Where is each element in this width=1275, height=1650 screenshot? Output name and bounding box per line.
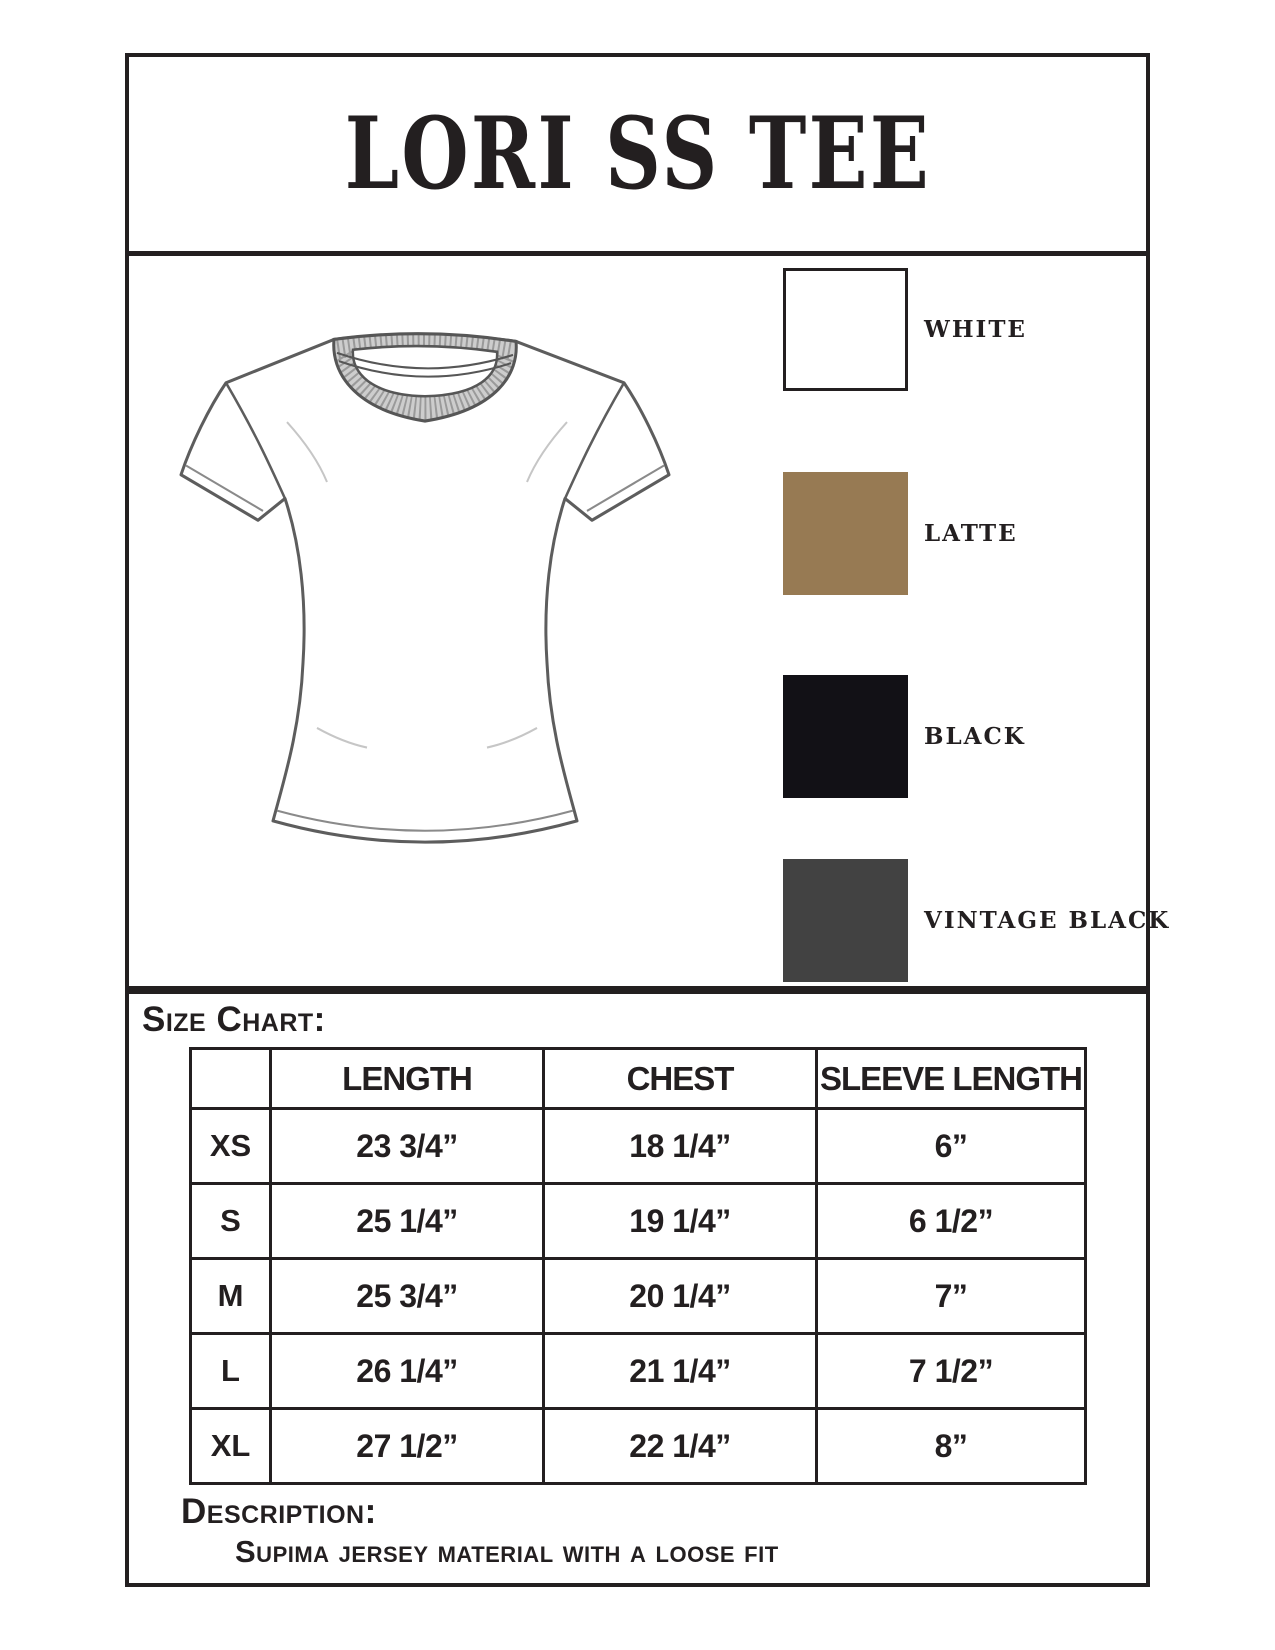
sleeve-length-value: 7 1/2” — [817, 1334, 1086, 1409]
column-header-length: LENGTH — [271, 1049, 544, 1109]
color-label-vintage-black: VINTAGE BLACK — [924, 907, 1171, 934]
colorway-row-black — [783, 675, 1026, 798]
column-header-chest: CHEST — [544, 1049, 817, 1109]
length-value: 25 1/4” — [271, 1184, 544, 1259]
table-row-m — [191, 1259, 1086, 1334]
chest-value: 19 1/4” — [544, 1184, 817, 1259]
size-chart-header-row — [191, 1049, 1086, 1109]
size-label: M — [191, 1259, 271, 1334]
sleeve-length-value: 6 1/2” — [817, 1184, 1086, 1259]
colorway-row-white — [783, 268, 1027, 391]
color-swatch-vintage-black — [783, 859, 908, 982]
tshirt-flat-sketch-image — [167, 296, 687, 916]
size-label: XS — [191, 1109, 271, 1184]
description-text: Supima jersey material with a loose fit — [235, 1534, 779, 1569]
color-swatch-white — [783, 268, 908, 391]
length-value: 25 3/4” — [271, 1259, 544, 1334]
table-row-xs — [191, 1109, 1086, 1184]
table-row-xl — [191, 1409, 1086, 1484]
size-chart-panel — [125, 990, 1150, 1587]
description-heading: Description: — [181, 1492, 377, 1531]
color-label-white: WHITE — [924, 316, 1027, 343]
column-header-size — [191, 1049, 271, 1109]
size-label: L — [191, 1334, 271, 1409]
sleeve-length-value: 6” — [817, 1109, 1086, 1184]
size-label: XL — [191, 1409, 271, 1484]
colorway-row-latte — [783, 472, 1018, 595]
table-row-s — [191, 1184, 1086, 1259]
product-title: LORI SS TEE — [344, 95, 931, 212]
column-header-sleeve-length: SLEEVE LENGTH — [817, 1049, 1086, 1109]
size-label: S — [191, 1184, 271, 1259]
size-chart-table — [189, 1047, 1087, 1485]
sleeve-length-value: 8” — [817, 1409, 1086, 1484]
colorway-row-vintage-black — [783, 859, 1170, 982]
title-band — [129, 57, 1146, 256]
color-swatch-black — [783, 675, 908, 798]
length-value: 27 1/2” — [271, 1409, 544, 1484]
size-chart-heading: Size Chart: — [142, 1000, 326, 1039]
chest-value: 22 1/4” — [544, 1409, 817, 1484]
color-label-black: BLACK — [924, 723, 1026, 750]
length-value: 26 1/4” — [271, 1334, 544, 1409]
length-value: 23 3/4” — [271, 1109, 544, 1184]
table-row-l — [191, 1334, 1086, 1409]
sleeve-length-value: 7” — [817, 1259, 1086, 1334]
color-swatch-latte — [783, 472, 908, 595]
chest-value: 20 1/4” — [544, 1259, 817, 1334]
color-label-latte: LATTE — [924, 520, 1018, 547]
chest-value: 21 1/4” — [544, 1334, 817, 1409]
chest-value: 18 1/4” — [544, 1109, 817, 1184]
